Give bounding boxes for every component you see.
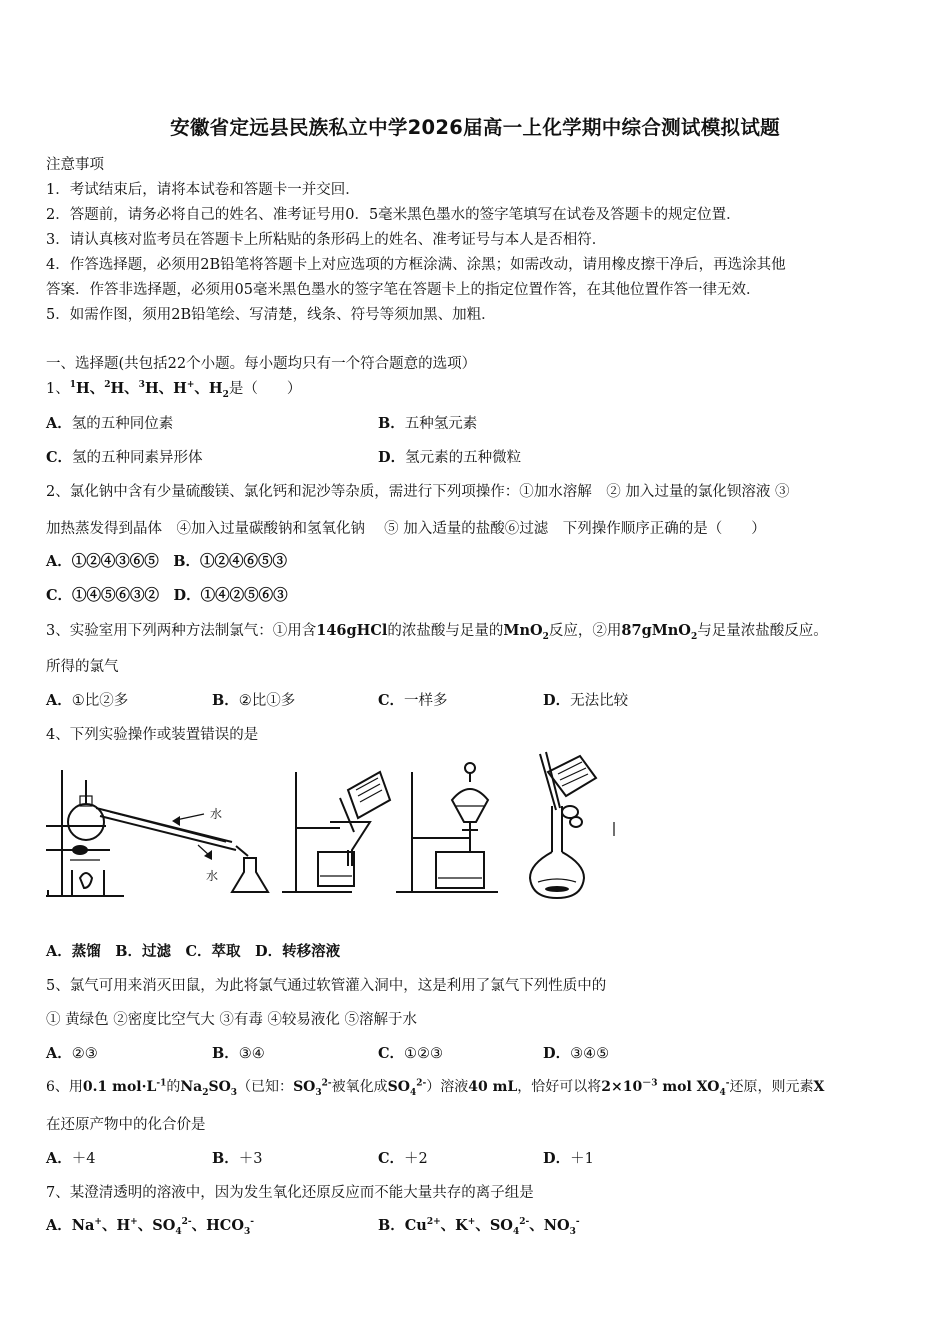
page-title: 安徽省定远县民族私立中学2026届高一上化学期中综合测试模拟试题	[170, 116, 780, 139]
question-3-line-1: 3、实验室用下列两种方法制氯气：①用含146gHCl的浓盐酸与足量的MnO$_2$反应，②用87gMnO$_2$与足量浓盐酸反应。	[46, 622, 828, 642]
notice-item-5: 5．如需作图，须用2B铅笔绘、写清楚，线条、符号等须加黑、加粗．	[46, 307, 496, 323]
q1-option-d: D．氢元素的五种微粒	[378, 449, 522, 466]
q7-option-a: A．Na+、H+、$SO_4^{2-}$、$HCO_3^-$	[46, 1217, 254, 1237]
question-6-line-2: 在还原产物中的化合价是	[46, 1117, 206, 1133]
question-7-stem: 7、某澄清透明的溶液中，因为发生氧化还原反应而不能大量共存的离子组是	[46, 1185, 534, 1201]
q3-option-c: C．一样多	[378, 692, 448, 709]
q3-option-d: D．无法比较	[543, 692, 629, 709]
notice-item-4-cont: 答案．作答非选择题，必须用05毫米黑色墨水的签字笔在答题卡上的指定位置作答，在其他位置作答一律无效．	[46, 282, 761, 298]
water-out-label: 水	[206, 869, 219, 883]
question-3-line-2: 所得的氯气	[46, 659, 119, 675]
question-2-line-1: 2、氯化钠中含有少量硫酸镁、氯化钙和泥沙等杂质，需进行下列项操作：①加水溶解 ② 加入过量的氯化钡溶液 ③	[46, 484, 790, 500]
extraction-apparatus	[396, 763, 498, 892]
q6-option-a: A．＋4	[46, 1150, 96, 1167]
q6-option-b: B．＋3	[212, 1150, 263, 1167]
q5-option-a: A．②③	[46, 1045, 98, 1062]
q1-option-b: B．五种氢元素	[378, 415, 478, 432]
filtration-apparatus	[282, 772, 390, 892]
notice-item-4: 4．作答选择题，必须用2B铅笔将答题卡上对应选项的方框涂满、涂黑；如需改动，请用橡皮擦干净后，再选涂其他	[46, 257, 786, 273]
notice-item-3: 3．请认真核对监考员在答题卡上所粘贴的条形码上的姓名、准考证号与本人是否相符．	[46, 232, 607, 248]
q2-options-ab: A．①②④③⑥⑤ B．①②④⑥⑤③	[46, 553, 288, 570]
q5-option-b: B．③④	[212, 1045, 265, 1062]
q1-option-c: C．氢的五种同素异形体	[46, 449, 203, 466]
question-1-stem: 1、$^1$H、$^2$H、$^3$H、H+、$H_2$是（ ）	[46, 380, 302, 400]
question-4-stem: 4、下列实验操作或装置错误的是	[46, 727, 259, 743]
q7-option-b: B．$Cu^{2+}$、K+、$SO_4^{2-}$、$NO_3^-$	[378, 1217, 580, 1237]
question-6-line-1: 6、用0.1 $mol\cdot L^{-1}$的$Na_2SO_3$（已知：$SO_3^{2-}$被氧化成$SO_4^{2-}$）溶液40 mL，恰好可以将$2\times 10^{-3}$ mol $XO_4^-$还原，则元素X	[46, 1078, 825, 1098]
notice-item-2: 2．答题前，请务必将自己的姓名、准考证号用0．5毫米黑色墨水的签字笔填写在试卷及答题卡的规定位置．	[46, 207, 741, 223]
notice-item-1: 1．考试结束后，请将本试卷和答题卡一并交回．	[46, 182, 360, 198]
transfer-apparatus	[530, 752, 614, 898]
question-5-stem: 5、氯气可用来消灭田鼠，为此将氯气通过软管灌入洞中，这是利用了氯气下列性质中的	[46, 978, 607, 994]
q4-options: A．蒸馏 B．过滤 C．萃取 D．转移溶液	[46, 943, 341, 960]
q2-options-cd: C．①④⑤⑥③② D．①④②⑤⑥③	[46, 587, 288, 604]
q5-option-c: C．①②③	[378, 1045, 444, 1062]
q1-option-a: A．氢的五种同位素	[46, 415, 174, 432]
water-in-label: 水	[210, 807, 223, 821]
question-2-line-2: 加热蒸发得到晶体 ④加入过量碳酸钠和氢氧化钠 ⑤ 加入适量的盐酸⑥过滤 下列操作顺序正确的是（ ）	[46, 521, 766, 537]
distillation-apparatus	[46, 770, 268, 896]
section-heading: 一、选择题(共包括22个小题。每小题均只有一个符合题意的选项）	[46, 356, 477, 372]
q5-option-d: D．③④⑤	[543, 1045, 610, 1062]
q6-option-d: D．＋1	[543, 1150, 594, 1167]
q6-option-c: C．＋2	[378, 1150, 428, 1167]
notice-heading: 注意事项	[46, 157, 104, 173]
q3-option-b: B．②比①多	[212, 692, 296, 709]
question-5-properties: ① 黄绿色 ②密度比空气大 ③有毒 ④较易液化 ⑤溶解于水	[46, 1012, 418, 1028]
q3-option-a: A．①比②多	[46, 692, 129, 709]
